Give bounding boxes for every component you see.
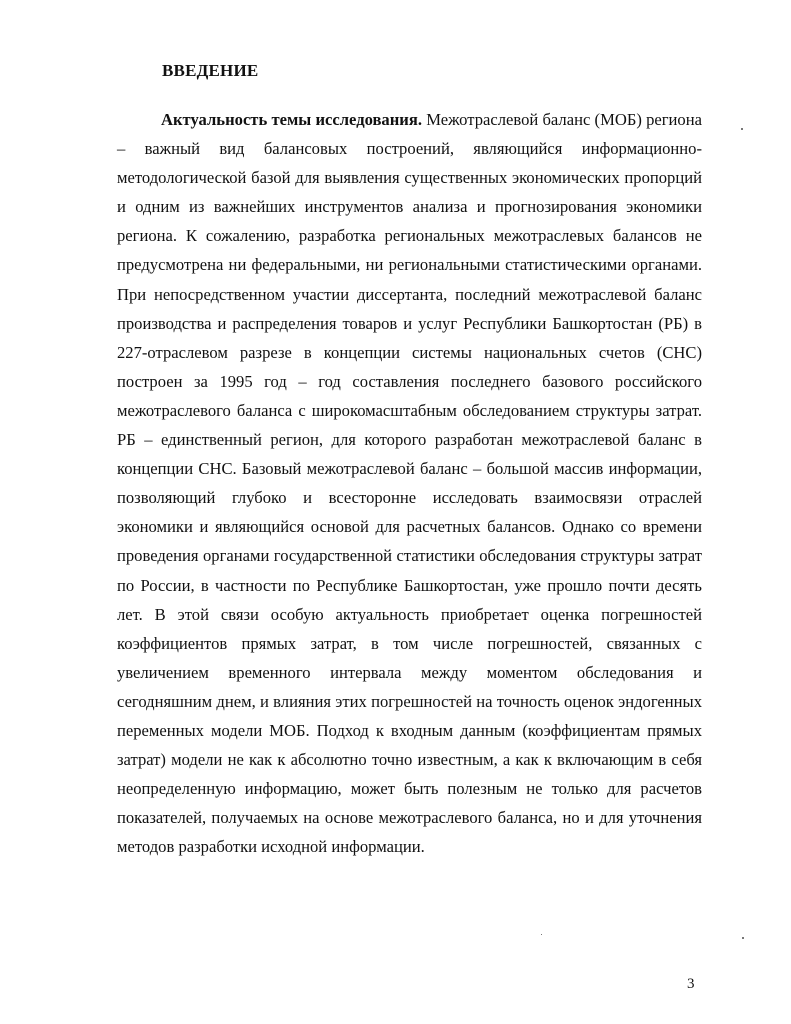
paragraph-text: Межотраслевой баланс (МОБ) региона – важный вид балансовых построений, являющийся информационно-методологической базой для выявления существенных экономических пропорций и одним из важнейших инструментов анализа и прогнозирования экономики региона. К сожалению, разработка региональных межотраслевых балансов не предусмотрена ни федеральными, ни региональными статистическими органами. При непосредственном участии диссертанта, последний межотраслевой баланс производства и распределения товаров и услуг Республики Башкортостан (РБ) в 227-отраслевом разрезе в концепции системы национальных счетов (СНС) построен за 1995 год – год составления последнего базового российского межотраслевого баланса с широкомасштабным обследованием структуры затрат. РБ – единственный регион, для которого разработан межотраслевой баланс в концепции СНС. Базовый межотраслевой баланс – большой массив информации, позволяющий глубоко и всесторонне исследовать взаимосвязи отраслей экономики и являющийся основой для расчетных балансов. Однако со времени проведения органами государственной статистики обследования структуры затрат по России, в частности по Республике Башкортостан, уже прошло почти десять лет. В этой связи особую актуальность приобретает оценка погрешностей коэффициентов прямых затрат, в том числе погрешностей, связанных с увеличением временного интервала между моментом обследования и сегодняшним днем, и влияния этих погрешностей на точность оценок эндогенных переменных модели МОБ. Подход к входным данным (коэффициентам прямых затрат) модели не как к абсолютно точно известным, а как к включающим в себя неопределенную информацию, может быть полезным не только для расчетов показателей, получаемых на основе межотраслевого баланса, но и для уточнения методов разработки исходной информации. bbox=[117, 110, 702, 857]
scan-speck bbox=[741, 128, 743, 130]
paragraph-lead-in: Актуальность темы исследования. bbox=[161, 110, 422, 129]
scan-speck bbox=[541, 934, 542, 935]
page-number: 3 bbox=[687, 976, 695, 992]
scan-speck bbox=[742, 937, 744, 939]
body-paragraph bbox=[117, 105, 702, 861]
section-heading: ВВЕДЕНИЕ bbox=[162, 61, 259, 80]
